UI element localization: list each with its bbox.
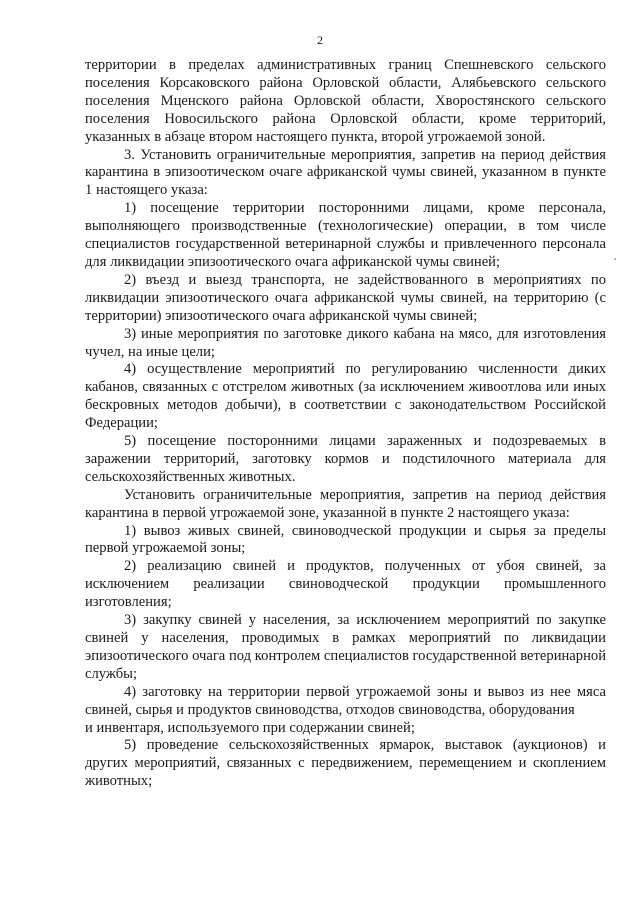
paragraph-focus-restriction-4: 4) осуществление мероприятий по регулированию численности диких кабанов, связанных с отстрелом животных (за исключением живоотлова или иных бескровных методов добычи), в соответствии с законодательством Российской Федерации; [85,361,606,432]
paragraph-first-zone-intro: Установить ограничительные мероприятия, запретив на период действия карантина в первой угрожаемой зоне, указанной в пункте 2 настоящего указа: [85,486,606,521]
paragraph-zone-restriction-4-continuation: и инвентаря, используемого при содержании свиней; [85,719,415,736]
paragraph-zone-restriction-3: 3) закупку свиней у населения, за исключением мероприятий по закупке свиней у населения, проводимых в рамках мероприятий по ликвидации эпизоотического очага под контролем специалистов государственной ветеринарной службы; [85,612,606,682]
document-body [85,57,606,791]
paragraph-item-3-intro: 3. Установить ограничительные мероприятия, запретив на период действия карантина в эпизоотическом очаге африканской чумы свиней, указанном в пункте 1 настоящего указа: [85,146,606,199]
paragraph-focus-restriction-5: 5) посещение посторонними лицами зараженных и подозреваемых в заражении территорий, заготовку кормов и подстилочного материала для сельскохозяйственных животных. [85,433,606,485]
paragraph-zone-restriction-1: 1) вывоз живых свиней, свиноводческой продукции и сырья за пределы первой угрожаемой зоны; [85,522,606,557]
paragraph-focus-restriction-2: 2) въезд и выезд транспорта, не задействованного в мероприятиях по ликвидации эпизоотического очага африканской чумы свиней, на территорию (с территории) эпизоотического очага африканской чумы свиней; [85,271,606,324]
paragraph-territory-continuation: территории в пределах административных границ Спешневского сельского поселения Корсаковского района Орловской области, Алябьевского сельского поселения Мценского района Орловской области, Хворостянского сельского поселения Новосильского района Орловской области, кроме территорий, указанных в абзаце втором настоящего пункта, второй угрожаемой зоной. [85,57,606,145]
paragraph-zone-restriction-5: 5) проведение сельскохозяйственных ярмарок, выставок (аукционов) и других мероприятий, связанных с передвижением, перемещением и скоплением животных; [85,737,606,790]
paragraph-focus-restriction-3: 3) иные мероприятия по заготовке дикого кабана на мясо, для изготовления чучел, на иные цели; [85,325,606,360]
page-number: 2 [317,33,323,47]
paragraph-focus-restriction-1: 1) посещение территории посторонними лицами, кроме персонала, выполняющего производственные (технологические) операции, в том числе специалистов государственной ветеринарной службы и привлеченного персонала для ликвидации эпизоотического очага африканской чумы свиней; [85,200,606,270]
paragraph-zone-restriction-4: 4) заготовку на территории первой угрожаемой зоны и вывоз из нее мяса свиней, сырья и продуктов свиноводства, отходов свиноводства, оборудования [85,683,606,718]
scan-artifact-dot [614,258,616,260]
paragraph-zone-restriction-2: 2) реализацию свиней и продуктов, полученных от убоя свиней, за исключением реализации свиноводческой продукции промышленного изготовления; [85,558,606,611]
